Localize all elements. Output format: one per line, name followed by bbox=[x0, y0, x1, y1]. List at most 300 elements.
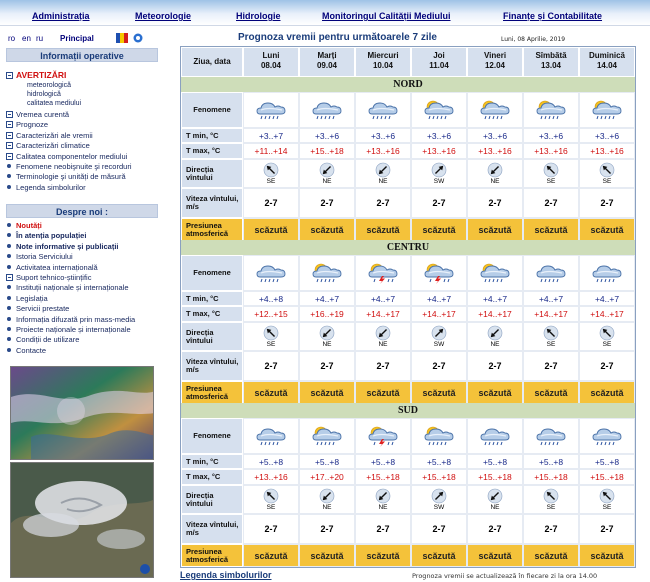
sidebar-item[interactable]: În atenția populației bbox=[6, 231, 86, 241]
wind-direction-value: SE bbox=[546, 504, 556, 511]
sun-rain-icon bbox=[478, 262, 512, 284]
row-label-tmin: T min, °C bbox=[181, 128, 243, 143]
wind-speed-value: 2-7 bbox=[320, 361, 334, 371]
forecast-cell-tmax bbox=[467, 143, 523, 159]
bullet-icon bbox=[7, 254, 11, 258]
forecast-cell-speed bbox=[523, 351, 579, 381]
forecast-cell-tmin bbox=[579, 454, 635, 469]
forecast-cell-tmin bbox=[579, 291, 635, 306]
wind-direction-value: SW bbox=[433, 504, 445, 511]
tmax-value: +12..+15 bbox=[254, 309, 288, 319]
wind-speed-value: 2-7 bbox=[600, 198, 614, 208]
noaa-logo-icon bbox=[140, 564, 150, 574]
forecast-cell-tmax bbox=[523, 306, 579, 322]
forecast-cell-dir bbox=[299, 485, 355, 514]
forecast-cell-dir bbox=[523, 485, 579, 514]
forecast-cell-tmax bbox=[411, 143, 467, 159]
wind-direction-value: NE bbox=[322, 341, 332, 348]
pressure-value: scăzută bbox=[590, 224, 624, 235]
forecast-cell-pres bbox=[355, 218, 411, 241]
forecast-cell-tmin bbox=[523, 291, 579, 306]
pressure-value: scăzută bbox=[310, 224, 344, 235]
forecast-cell-tmin bbox=[299, 291, 355, 306]
tmax-value: +15..+18 bbox=[534, 472, 568, 482]
forecast-cell-pres bbox=[411, 381, 467, 404]
row-label-dir: Direcția vîntului bbox=[181, 485, 243, 514]
wind-speed-value: 2-7 bbox=[264, 198, 278, 208]
forecast-cell-pres bbox=[411, 218, 467, 241]
rain-cloud-icon bbox=[254, 262, 288, 284]
forecast-cell-fen bbox=[355, 92, 411, 128]
wind-direction-value: SE bbox=[546, 341, 556, 348]
day-date: 12.04 bbox=[484, 61, 506, 70]
forecast-cell-speed bbox=[411, 188, 467, 218]
sidebar-item[interactable]: Note informative și publicații bbox=[6, 242, 119, 252]
forecast-cell-fen bbox=[299, 255, 355, 291]
wind-arrow-icon bbox=[599, 162, 615, 178]
day-name: Marți bbox=[317, 51, 337, 60]
sidebar-item[interactable]: Noutăți bbox=[6, 221, 42, 231]
plus-box-icon bbox=[6, 274, 13, 281]
forecast-cell-pres bbox=[579, 218, 635, 241]
forecast-cell-pres bbox=[411, 544, 467, 567]
avertizare-sub-link[interactable]: meteorologică bbox=[27, 82, 71, 89]
forecast-cell-pres bbox=[523, 218, 579, 241]
forecast-cell-tmax bbox=[523, 469, 579, 485]
wind-arrow-icon bbox=[487, 488, 503, 504]
forecast-cell-pres bbox=[523, 381, 579, 404]
avertizari-link[interactable]: AVERTIZĂRI bbox=[6, 70, 66, 80]
tmin-value: +4..+7 bbox=[314, 293, 340, 304]
day-date: 10.04 bbox=[372, 61, 394, 70]
sidebar-item[interactable]: Informația difuzată prin mass-media bbox=[6, 315, 135, 325]
sidebar-item[interactable]: Terminologie şi unități de măsură bbox=[6, 172, 126, 182]
wind-arrow-icon bbox=[263, 325, 279, 341]
row-label-tmin: T min, °C bbox=[181, 291, 243, 306]
forecast-cell-tmax bbox=[579, 306, 635, 322]
forecast-cell-speed bbox=[579, 514, 635, 544]
bullet-icon bbox=[7, 348, 11, 352]
forecast-cell-fen bbox=[243, 255, 299, 291]
forecast-cell-tmin bbox=[467, 291, 523, 306]
forecast-cell-tmin bbox=[243, 128, 299, 143]
forecast-cell-fen bbox=[523, 92, 579, 128]
current-date: Luni, 08 Aprilie, 2019 bbox=[501, 36, 566, 43]
rain-cloud-icon bbox=[310, 99, 344, 121]
plus-box-icon bbox=[6, 153, 13, 160]
forecast-cell-fen bbox=[411, 255, 467, 291]
tmax-value: +13..+16 bbox=[254, 472, 288, 482]
plus-box-icon bbox=[6, 72, 13, 79]
region-band-nord: NORD bbox=[181, 77, 635, 92]
pressure-value: scăzută bbox=[310, 387, 344, 398]
wind-speed-value: 2-7 bbox=[600, 361, 614, 371]
sidebar-item[interactable]: Caracterizări climatice bbox=[6, 141, 90, 151]
day-date: 09.04 bbox=[316, 61, 338, 70]
tmax-value: +14..+17 bbox=[534, 309, 568, 319]
rain-cloud-icon bbox=[254, 425, 288, 447]
forecast-cell-tmax bbox=[355, 143, 411, 159]
forecast-cell-fen bbox=[355, 418, 411, 454]
forecast-cell-speed bbox=[299, 351, 355, 381]
rain-cloud-icon bbox=[534, 262, 568, 284]
bullet-icon bbox=[7, 337, 11, 341]
row-label-speed: Viteza vîntului, m/s bbox=[181, 188, 243, 218]
tmax-value: +14..+17 bbox=[478, 309, 512, 319]
tmax-value: +13..+16 bbox=[534, 146, 568, 156]
tmax-value: +13..+16 bbox=[590, 146, 624, 156]
row-label-tmin: T min, °C bbox=[181, 454, 243, 469]
forecast-cell-tmax bbox=[523, 143, 579, 159]
forecast-cell-dir bbox=[467, 159, 523, 188]
row-label-speed: Viteza vîntului, m/s bbox=[181, 514, 243, 544]
nav-link-0[interactable]: Administrația bbox=[32, 11, 90, 21]
pressure-value: scăzută bbox=[534, 550, 568, 561]
forecast-cell-speed bbox=[299, 188, 355, 218]
nav-link-1[interactable]: Meteorologie bbox=[135, 11, 192, 21]
pressure-value: scăzută bbox=[422, 387, 456, 398]
day-date: 08.04 bbox=[260, 61, 282, 70]
tmax-value: +13..+16 bbox=[478, 146, 512, 156]
forecast-cell-dir bbox=[467, 322, 523, 351]
sun-rain-icon bbox=[310, 262, 344, 284]
tmin-value: +5..+8 bbox=[594, 456, 620, 467]
wind-direction-value: SE bbox=[602, 341, 612, 348]
rain-cloud-icon bbox=[478, 425, 512, 447]
sidebar-item[interactable]: Caracterizări ale vremii bbox=[6, 131, 93, 141]
bullet-icon bbox=[7, 223, 11, 227]
wind-arrow-icon bbox=[487, 325, 503, 341]
wind-arrow-icon bbox=[599, 488, 615, 504]
forecast-cell-speed bbox=[299, 514, 355, 544]
thunder-rain-icon bbox=[366, 425, 400, 447]
forecast-cell-dir bbox=[243, 159, 299, 188]
lang-ro-link[interactable]: ro bbox=[8, 34, 16, 43]
forecast-cell-tmin bbox=[411, 128, 467, 143]
pressure-value: scăzută bbox=[254, 387, 288, 398]
sidebar-item[interactable]: Servicii prestate bbox=[6, 304, 69, 314]
wind-arrow-icon bbox=[263, 488, 279, 504]
sidebar-item[interactable]: Activitatea internațională bbox=[6, 263, 98, 273]
forecast-cell-speed bbox=[243, 514, 299, 544]
forecast-cell-pres bbox=[243, 218, 299, 241]
forecast-cell-fen bbox=[299, 418, 355, 454]
pressure-value: scăzută bbox=[422, 550, 456, 561]
header-day bbox=[243, 47, 299, 77]
forecast-cell-tmin bbox=[355, 128, 411, 143]
forecast-cell-dir bbox=[523, 159, 579, 188]
forecast-cell-tmin bbox=[467, 128, 523, 143]
pressure-value: scăzută bbox=[422, 224, 456, 235]
day-name: Duminică bbox=[588, 51, 625, 60]
forecast-cell-tmin bbox=[579, 128, 635, 143]
forecast-cell-speed bbox=[355, 351, 411, 381]
wind-direction-value: NE bbox=[490, 341, 500, 348]
wind-speed-value: 2-7 bbox=[264, 524, 278, 534]
row-label-pres: Presiunea atmosferică bbox=[181, 381, 243, 404]
sidebar-item[interactable]: Prognoze bbox=[6, 120, 48, 130]
tmax-value: +15..+18 bbox=[422, 472, 456, 482]
wind-speed-value: 2-7 bbox=[320, 524, 334, 534]
tmin-value: +3..+6 bbox=[594, 130, 620, 141]
forecast-cell-pres bbox=[243, 381, 299, 404]
wind-direction-value: NE bbox=[322, 178, 332, 185]
forecast-cell-tmin bbox=[411, 454, 467, 469]
forecast-cell-fen bbox=[579, 92, 635, 128]
wind-arrow-icon bbox=[319, 488, 335, 504]
thunder-rain-icon bbox=[366, 262, 400, 284]
avertizare-sub-link[interactable]: hidrologică bbox=[27, 91, 61, 98]
forecast-cell-pres bbox=[467, 544, 523, 567]
wind-speed-value: 2-7 bbox=[432, 524, 446, 534]
forecast-cell-speed bbox=[523, 514, 579, 544]
top-navigation bbox=[0, 0, 650, 26]
thunder-rain-icon bbox=[422, 262, 456, 284]
wind-arrow-icon bbox=[375, 488, 391, 504]
header-day bbox=[299, 47, 355, 77]
wind-speed-value: 2-7 bbox=[320, 198, 334, 208]
wind-speed-value: 2-7 bbox=[544, 524, 558, 534]
forecast-cell-speed bbox=[411, 351, 467, 381]
wmo-logo-icon bbox=[132, 33, 144, 43]
tmax-value: +15..+18 bbox=[478, 472, 512, 482]
update-note: Prognoza vremii se actualizează în fiecare zi la ora 14.00 bbox=[412, 572, 598, 580]
wind-arrow-icon bbox=[543, 325, 559, 341]
tmin-value: +5..+8 bbox=[370, 456, 396, 467]
sun-rain-icon bbox=[590, 99, 624, 121]
pressure-value: scăzută bbox=[366, 387, 400, 398]
tmin-value: +3..+6 bbox=[370, 130, 396, 141]
forecast-cell-tmin bbox=[467, 454, 523, 469]
forecast-table bbox=[180, 46, 636, 568]
bullet-icon bbox=[7, 265, 11, 269]
tmin-value: +3..+7 bbox=[258, 130, 284, 141]
forecast-cell-tmin bbox=[355, 454, 411, 469]
wind-speed-value: 2-7 bbox=[264, 361, 278, 371]
header-day bbox=[467, 47, 523, 77]
header-day-label: Ziua, data bbox=[181, 47, 243, 77]
despre-noi-heading: Despre noi : bbox=[6, 204, 158, 218]
tmin-value: +5..+8 bbox=[426, 456, 452, 467]
forecast-cell-tmin bbox=[411, 291, 467, 306]
forecast-cell-tmax bbox=[467, 306, 523, 322]
row-label-pres: Presiunea atmosferică bbox=[181, 544, 243, 567]
header-day bbox=[355, 47, 411, 77]
forecast-cell-speed bbox=[467, 351, 523, 381]
sidebar-item[interactable]: Proiecte naționale și internaționale bbox=[6, 325, 131, 335]
forecast-cell-dir bbox=[299, 159, 355, 188]
wind-direction-value: NE bbox=[490, 504, 500, 511]
tmin-value: +3..+6 bbox=[538, 130, 564, 141]
wind-direction-value: SE bbox=[546, 178, 556, 185]
forecast-cell-fen bbox=[243, 92, 299, 128]
plus-box-icon bbox=[6, 142, 13, 149]
day-date: 14.04 bbox=[596, 61, 618, 70]
row-label-tmax: T max, °C bbox=[181, 306, 243, 322]
pressure-value: scăzută bbox=[590, 550, 624, 561]
forecast-cell-dir bbox=[299, 322, 355, 351]
sidebar-item[interactable]: Instituții naționale și internaționale bbox=[6, 283, 129, 293]
sun-rain-icon bbox=[478, 99, 512, 121]
tmax-value: +14..+17 bbox=[366, 309, 400, 319]
rain-cloud-icon bbox=[590, 262, 624, 284]
sidebar-item[interactable]: Fenomene neobişnuite şi recorduri bbox=[6, 162, 131, 172]
pressure-value: scăzută bbox=[254, 224, 288, 235]
row-label-tmax: T max, °C bbox=[181, 469, 243, 485]
tmin-value: +5..+8 bbox=[538, 456, 564, 467]
forecast-cell-dir bbox=[355, 485, 411, 514]
row-label-fenomene: Fenomene bbox=[181, 255, 243, 291]
region-band-sud: SUD bbox=[181, 403, 635, 418]
row-label-dir: Direcția vîntului bbox=[181, 322, 243, 351]
forecast-cell-speed bbox=[411, 514, 467, 544]
wind-speed-value: 2-7 bbox=[432, 361, 446, 371]
forecast-cell-tmax bbox=[411, 469, 467, 485]
nav-link-3[interactable]: Monitoringul Calității Mediului bbox=[322, 11, 451, 21]
forecast-cell-tmin bbox=[299, 128, 355, 143]
forecast-cell-pres bbox=[467, 381, 523, 404]
forecast-cell-tmax bbox=[243, 143, 299, 159]
forecast-cell-dir bbox=[355, 322, 411, 351]
pressure-value: scăzută bbox=[478, 224, 512, 235]
tmin-value: +4..+8 bbox=[258, 293, 284, 304]
forecast-cell-dir bbox=[355, 159, 411, 188]
wind-direction-value: SE bbox=[602, 178, 612, 185]
principal-link[interactable]: Principal bbox=[60, 34, 94, 43]
wind-direction-value: SE bbox=[266, 178, 276, 185]
row-label-speed: Viteza vîntului, m/s bbox=[181, 351, 243, 381]
tmin-value: +4..+7 bbox=[538, 293, 564, 304]
tmin-value: +5..+8 bbox=[258, 456, 284, 467]
forecast-cell-dir bbox=[579, 485, 635, 514]
wind-arrow-icon bbox=[487, 162, 503, 178]
wind-direction-value: SW bbox=[433, 178, 445, 185]
tmax-value: +15..+18 bbox=[590, 472, 624, 482]
row-label-pres: Presiunea atmosferică bbox=[181, 218, 243, 241]
forecast-cell-fen bbox=[411, 418, 467, 454]
bullet-icon bbox=[7, 296, 11, 300]
tmax-value: +14..+17 bbox=[422, 309, 456, 319]
forecast-cell-pres bbox=[579, 544, 635, 567]
wind-arrow-icon bbox=[431, 162, 447, 178]
tmax-value: +16..+19 bbox=[310, 309, 344, 319]
forecast-cell-tmax bbox=[299, 469, 355, 485]
satellite-image-clouds[interactable] bbox=[10, 462, 154, 578]
sidebar-item[interactable]: Istoria Serviciului bbox=[6, 252, 73, 262]
wind-arrow-icon bbox=[375, 325, 391, 341]
satellite-image-europe[interactable] bbox=[10, 366, 154, 460]
forecast-cell-speed bbox=[243, 188, 299, 218]
wind-arrow-icon bbox=[375, 162, 391, 178]
forecast-cell-speed bbox=[579, 351, 635, 381]
forecast-cell-dir bbox=[243, 485, 299, 514]
forecast-cell-fen bbox=[467, 255, 523, 291]
wind-speed-value: 2-7 bbox=[376, 198, 390, 208]
wind-direction-value: NE bbox=[378, 178, 388, 185]
forecast-cell-tmax bbox=[355, 306, 411, 322]
bullet-icon bbox=[7, 306, 11, 310]
wind-direction-value: NE bbox=[490, 178, 500, 185]
pressure-value: scăzută bbox=[534, 387, 568, 398]
forecast-cell-tmin bbox=[243, 454, 299, 469]
pressure-value: scăzută bbox=[366, 550, 400, 561]
forecast-cell-dir bbox=[243, 322, 299, 351]
sidebar-item[interactable]: Condiții de utilizare bbox=[6, 335, 79, 345]
forecast-cell-tmax bbox=[299, 306, 355, 322]
rain-cloud-icon bbox=[534, 425, 568, 447]
wind-direction-value: SW bbox=[433, 341, 445, 348]
wind-arrow-icon bbox=[319, 162, 335, 178]
tmax-value: +13..+16 bbox=[422, 146, 456, 156]
nav-link-2[interactable]: Hidrologie bbox=[236, 11, 281, 21]
tmin-value: +5..+8 bbox=[314, 456, 340, 467]
forecast-cell-speed bbox=[355, 514, 411, 544]
tmax-value: +14..+17 bbox=[590, 309, 624, 319]
lang-en-link[interactable]: en bbox=[22, 34, 31, 43]
wind-arrow-icon bbox=[543, 488, 559, 504]
day-name: Luni bbox=[262, 51, 280, 60]
forecast-cell-tmax bbox=[579, 143, 635, 159]
wind-arrow-icon bbox=[319, 325, 335, 341]
wind-direction-value: NE bbox=[322, 504, 332, 511]
plus-box-icon bbox=[6, 132, 13, 139]
bullet-icon bbox=[7, 317, 11, 321]
forecast-cell-dir bbox=[467, 485, 523, 514]
sidebar-item[interactable]: Suport tehnico-științific bbox=[6, 273, 91, 283]
bullet-icon bbox=[7, 244, 11, 248]
legend-link[interactable]: Legenda simbolurilor bbox=[180, 570, 272, 580]
row-label-dir: Direcția vîntului bbox=[181, 159, 243, 188]
forecast-cell-tmin bbox=[523, 128, 579, 143]
moldova-flag-icon bbox=[116, 33, 128, 43]
wind-speed-value: 2-7 bbox=[544, 361, 558, 371]
wind-speed-value: 2-7 bbox=[600, 524, 614, 534]
forecast-cell-dir bbox=[411, 485, 467, 514]
wind-speed-value: 2-7 bbox=[488, 198, 502, 208]
header-day bbox=[411, 47, 467, 77]
region-band-centru: CENTRU bbox=[181, 240, 635, 255]
sun-rain-icon bbox=[422, 99, 456, 121]
forecast-cell-tmax bbox=[299, 143, 355, 159]
sidebar-item[interactable]: Contacte bbox=[6, 346, 46, 356]
forecast-cell-tmax bbox=[467, 469, 523, 485]
forecast-cell-speed bbox=[523, 188, 579, 218]
day-name: Vineri bbox=[483, 51, 507, 60]
avertizare-sub-link[interactable]: calitatea mediului bbox=[27, 100, 82, 107]
sun-rain-icon bbox=[534, 99, 568, 121]
pressure-value: scăzută bbox=[254, 550, 288, 561]
sidebar-item[interactable]: Legenda simbolurilor bbox=[6, 183, 86, 193]
pressure-value: scăzută bbox=[478, 387, 512, 398]
nav-link-4[interactable]: Finanțe și Contabilitate bbox=[503, 11, 603, 21]
tmax-value: +11..+14 bbox=[254, 146, 288, 156]
lang-ru-link[interactable]: ru bbox=[36, 34, 44, 43]
forecast-cell-dir bbox=[579, 159, 635, 188]
tmax-value: +15..+18 bbox=[310, 146, 344, 156]
forecast-cell-fen bbox=[579, 418, 635, 454]
sidebar-item[interactable]: Vremea curentă bbox=[6, 110, 69, 120]
forecast-cell-tmax bbox=[579, 469, 635, 485]
sidebar bbox=[6, 30, 158, 582]
row-label-fenomene: Fenomene bbox=[181, 418, 243, 454]
sidebar-item[interactable]: Calitatea componentelor mediului bbox=[6, 152, 127, 162]
sidebar-item[interactable]: Legislația bbox=[6, 294, 48, 304]
forecast-cell-dir bbox=[523, 322, 579, 351]
wind-direction-value: SE bbox=[266, 341, 276, 348]
plus-box-icon bbox=[6, 111, 13, 118]
pressure-value: scăzută bbox=[310, 550, 344, 561]
tmin-value: +4..+7 bbox=[482, 293, 508, 304]
